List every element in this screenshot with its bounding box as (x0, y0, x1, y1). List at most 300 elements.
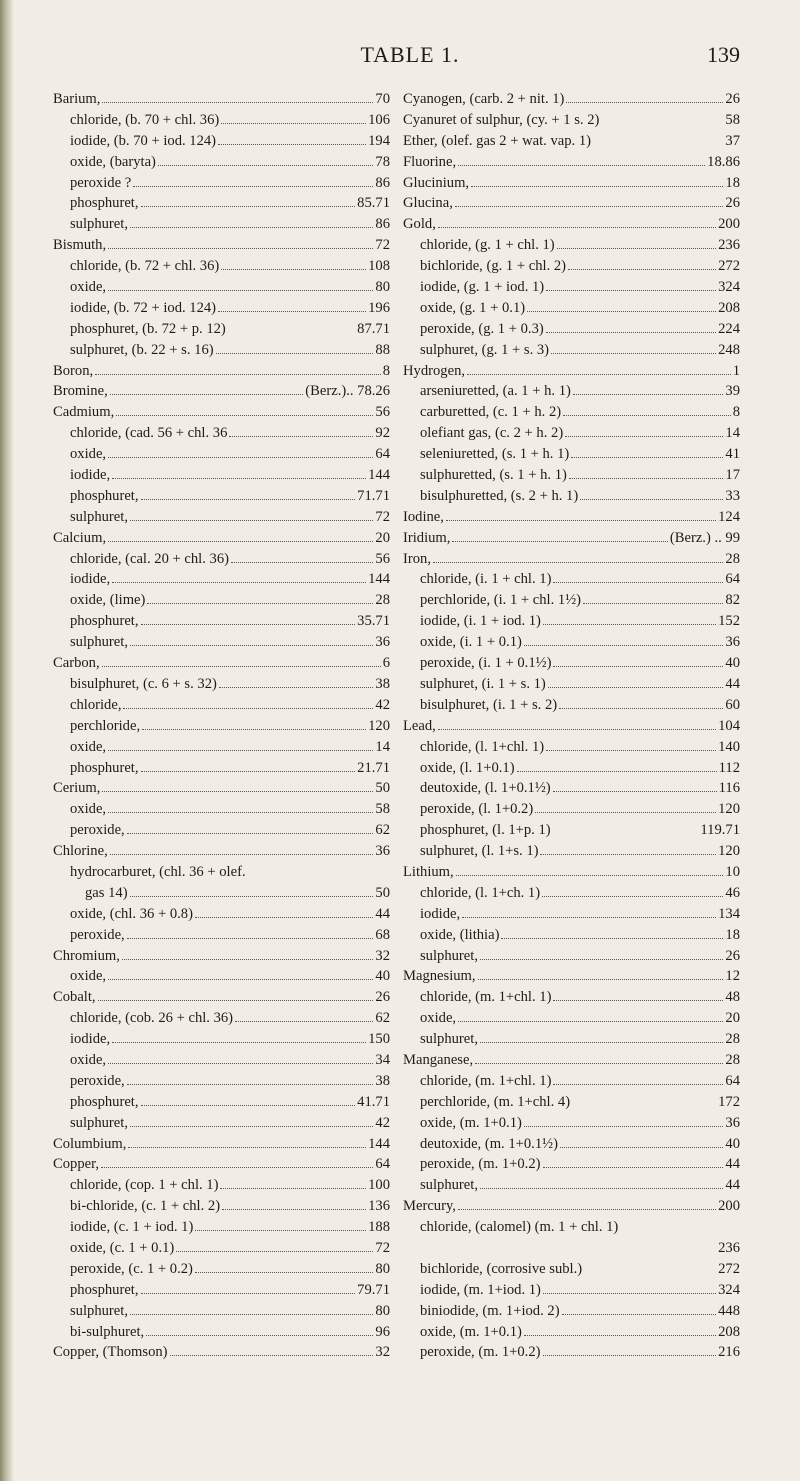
entry-value: 21.71 (357, 759, 390, 776)
table-entry (403, 737, 740, 758)
entry-label: phosphuret, (l. 1+p. 1) (420, 822, 551, 839)
entry-value: 28 (725, 1031, 740, 1048)
table-entry (53, 1029, 390, 1050)
dot-leader (216, 352, 374, 354)
entry-label: gas 14) (85, 884, 128, 901)
table-entry (403, 1092, 740, 1113)
table-entry (403, 298, 740, 319)
table-entry (53, 381, 390, 402)
table-entry (53, 925, 390, 946)
dot-leader (112, 581, 366, 583)
dot-leader (130, 895, 374, 897)
entry-value: 248 (718, 341, 740, 358)
table-entry (403, 528, 740, 549)
entry-value: 272 (718, 1260, 740, 1277)
entry-label: Iron, (403, 550, 431, 567)
dot-leader (130, 1313, 373, 1315)
entry-value: 124 (718, 508, 740, 525)
entry-value: 20 (375, 529, 390, 546)
entry-label: Magnesium, (403, 968, 476, 985)
entry-label: oxide, (70, 801, 107, 818)
entry-label: perchloride, (m. 1+chl. 4) (420, 1093, 571, 1110)
entry-label: sulphuret, (420, 1177, 478, 1194)
entry-label: oxide, (m. 1+0.1) (420, 1323, 522, 1340)
entry-label: Glucina, (403, 195, 453, 212)
dot-leader (524, 644, 724, 646)
entry-label: Iodine, (403, 508, 444, 525)
entry-value: 134 (718, 905, 740, 922)
dot-leader (566, 101, 723, 103)
dot-leader (222, 1208, 366, 1210)
entry-value: 96 (375, 1323, 390, 1340)
table-entry (403, 340, 740, 361)
table-entry (53, 1008, 390, 1029)
table-entry (403, 716, 740, 737)
entry-label: Cadmium, (53, 404, 115, 421)
dot-leader (98, 999, 374, 1001)
entry-label: iodide, (b. 70 + iod. 124) (70, 132, 217, 149)
entry-label: phosphuret, (70, 487, 139, 504)
entry-value: 188 (368, 1219, 390, 1236)
entry-label: sulphuret, (420, 1031, 478, 1048)
entry-value: 8 (732, 404, 740, 421)
entry-value: 172 (718, 1093, 740, 1110)
table-entry (53, 695, 390, 716)
dot-leader (557, 247, 716, 249)
entry-label: sulphuret, (70, 216, 128, 233)
dot-leader (141, 770, 356, 772)
entry-label: peroxide, (70, 1072, 125, 1089)
table-entry (403, 277, 740, 298)
table-entry (403, 862, 740, 883)
entry-value: 37 (725, 132, 740, 149)
dot-leader (102, 665, 381, 667)
dot-leader (195, 916, 373, 918)
entry-value: 64 (375, 1156, 390, 1173)
dot-leader (95, 373, 381, 375)
table-entry (403, 1071, 740, 1092)
entry-label: Chlorine, (53, 843, 108, 860)
dot-leader (127, 1083, 374, 1085)
table-entry (53, 444, 390, 465)
table-entry (403, 1238, 740, 1259)
dot-leader (221, 268, 366, 270)
dot-leader (553, 581, 723, 583)
entry-label: Cyanogen, (carb. 2 + nit. 1) (403, 91, 565, 107)
dot-leader (560, 1146, 723, 1148)
entry-label: chloride, (cob. 26 + chl. 36) (70, 1010, 234, 1027)
dot-leader (524, 1334, 716, 1336)
entry-label: iodide, (i. 1 + iod. 1) (420, 613, 541, 630)
table-entry (53, 820, 390, 841)
entry-value: 20 (725, 1010, 740, 1027)
entry-value: 40 (725, 655, 740, 672)
dot-leader (562, 1313, 717, 1315)
entry-value: 40 (725, 1135, 740, 1152)
entry-label: oxide, (i. 1 + 0.1) (420, 634, 522, 651)
entry-value: 35.71 (357, 613, 390, 630)
dot-leader (108, 540, 373, 542)
entry-label: peroxide, (l. 1+0.2) (420, 801, 534, 818)
entry-label: chloride, (l. 1+ch. 1) (420, 884, 541, 901)
entry-label: peroxide, (g. 1 + 0.3) (420, 320, 544, 337)
table-entry (403, 1342, 740, 1363)
dot-leader (543, 1166, 724, 1168)
dot-leader (571, 456, 723, 458)
entry-label: Chromium, (53, 947, 120, 964)
table-entry (403, 1322, 740, 1343)
dot-leader (146, 1334, 373, 1336)
dot-leader (141, 1292, 356, 1294)
entry-label: oxide, (lime) (70, 592, 146, 609)
table-entry (53, 1196, 390, 1217)
entry-label: phosphuret, (70, 759, 139, 776)
table-entry (53, 549, 390, 570)
entry-label: Columbium, (53, 1135, 127, 1152)
table-entry (403, 381, 740, 402)
entry-label: Lead, (403, 717, 436, 734)
entry-label: Mercury, (403, 1198, 456, 1215)
entry-label: Iridium, (403, 529, 451, 546)
dot-leader (546, 289, 716, 291)
entry-value: 33 (725, 487, 740, 504)
entry-value: 18 (725, 174, 740, 191)
dot-leader (501, 937, 723, 939)
entry-label: bisulphuret, (i. 1 + s. 2) (420, 696, 558, 713)
table-entry (53, 1322, 390, 1343)
entry-value: (Berz.).. 78.26 (305, 383, 390, 400)
entry-value: 324 (718, 1281, 740, 1298)
dot-leader (475, 1062, 723, 1064)
entry-value: 56 (375, 404, 390, 421)
entry-value: 140 (718, 738, 740, 755)
entry-value: 44 (725, 675, 740, 692)
entry-value: 41 (725, 446, 740, 463)
entry-value: 41.71 (357, 1093, 390, 1110)
table-entry (53, 340, 390, 361)
entry-value: 17 (725, 467, 740, 484)
dot-leader (456, 874, 724, 876)
dot-leader (563, 414, 731, 416)
table-entry (53, 883, 390, 904)
table-entry (53, 423, 390, 444)
entry-label: Copper, (53, 1156, 100, 1173)
entry-value: 26 (725, 195, 740, 212)
entry-value: 200 (718, 1198, 740, 1215)
table-entry (53, 1113, 390, 1134)
entry-value: 28 (725, 1051, 740, 1068)
dot-leader (108, 456, 373, 458)
dot-leader (543, 623, 716, 625)
entry-label: Lithium, (403, 863, 454, 880)
entry-label: chloride, (l. 1+chl. 1) (420, 738, 545, 755)
dot-leader (551, 352, 716, 354)
dot-leader (130, 1125, 373, 1127)
dot-leader (221, 122, 366, 124)
table-entry (403, 1217, 740, 1238)
entry-value: 38 (375, 675, 390, 692)
dot-leader (108, 289, 373, 291)
table-entry (403, 486, 740, 507)
table-entry (53, 277, 390, 298)
entry-value: 108 (368, 258, 390, 275)
table-entry (403, 152, 740, 173)
entry-label: Cyanuret of sulphur, (cy. + 1 s. 2) (403, 111, 600, 128)
right-column (403, 89, 740, 1363)
entry-label: peroxide, (70, 926, 125, 943)
table-entry (403, 1280, 740, 1301)
entry-value: 18 (725, 926, 740, 943)
entry-value: 85.71 (357, 195, 390, 212)
table-entry (403, 549, 740, 570)
entry-value: 72 (375, 237, 390, 254)
entry-value: 32 (375, 947, 390, 964)
left-column (53, 89, 390, 1363)
dot-leader (559, 707, 723, 709)
table-entry (53, 89, 390, 110)
dot-leader (176, 1250, 373, 1252)
entry-value: 136 (368, 1198, 390, 1215)
entry-label: oxide, (chl. 36 + 0.8) (70, 905, 193, 922)
table-entry (53, 402, 390, 423)
table-entry (53, 841, 390, 862)
entry-label: iodide, (c. 1 + iod. 1) (70, 1219, 194, 1236)
entry-value: 100 (368, 1177, 390, 1194)
entry-value: 1 (732, 362, 740, 379)
table-entry (53, 716, 390, 737)
entry-label: oxide, (70, 279, 107, 296)
entry-value: 116 (718, 780, 740, 797)
table-entry (53, 1342, 390, 1363)
dot-leader (573, 393, 724, 395)
entry-label: iodide, (b. 72 + iod. 124) (70, 299, 217, 316)
dot-leader (130, 226, 373, 228)
entry-value: 64 (725, 571, 740, 588)
table-entry (53, 611, 390, 632)
dot-leader (116, 414, 373, 416)
dot-leader (480, 1041, 723, 1043)
entry-value: 26 (725, 91, 740, 107)
dot-leader (110, 393, 304, 395)
dot-leader (235, 1020, 373, 1022)
entry-label: bichloride, (corrosive subl.) (420, 1260, 583, 1277)
entry-value: 12 (725, 968, 740, 985)
dot-leader (553, 665, 723, 667)
entry-label: Hydrogen, (403, 362, 466, 379)
dot-leader (112, 1041, 366, 1043)
entry-value: 236 (718, 1239, 740, 1256)
table-entry (403, 883, 740, 904)
table-entry (53, 152, 390, 173)
dot-leader (141, 1104, 356, 1106)
table-entry (53, 507, 390, 528)
entry-value: 38 (375, 1072, 390, 1089)
entry-label: peroxide, (70, 822, 125, 839)
entry-label: bisulphuretted, (s. 2 + h. 1) (420, 487, 579, 504)
dot-leader (553, 790, 717, 792)
table-entry (403, 1175, 740, 1196)
entry-value: 68 (375, 926, 390, 943)
table-entry (403, 632, 740, 653)
entry-value: 50 (375, 780, 390, 797)
dot-leader (580, 498, 723, 500)
dot-leader (553, 999, 723, 1001)
table-entry (53, 256, 390, 277)
table-entry (403, 653, 740, 674)
dot-leader (102, 101, 373, 103)
table-entry (53, 799, 390, 820)
entry-label: sulphuret, (i. 1 + s. 1) (420, 675, 546, 692)
dot-leader (517, 770, 717, 772)
table-entry (53, 173, 390, 194)
dot-leader (133, 185, 373, 187)
entry-label: oxide, (c. 1 + 0.1) (70, 1239, 175, 1256)
entry-label: perchloride, (70, 717, 141, 734)
dot-leader (471, 185, 723, 187)
entry-value: 32 (375, 1344, 390, 1361)
dot-leader (548, 686, 724, 688)
table-entry (53, 1301, 390, 1322)
entry-value: 80 (375, 1260, 390, 1277)
entry-label: oxide, (420, 1010, 457, 1027)
entry-label: peroxide ? (70, 174, 132, 191)
table-entry (403, 1196, 740, 1217)
dot-leader (141, 205, 356, 207)
entry-label: Manganese, (403, 1051, 474, 1068)
table-entry (403, 1050, 740, 1071)
entry-value: 14 (725, 425, 740, 442)
table-entry (53, 1238, 390, 1259)
entry-label: sulphuret, (g. 1 + s. 3) (420, 341, 550, 358)
entry-value: 87.71 (357, 320, 390, 337)
dot-leader (480, 1187, 723, 1189)
table-entry (403, 695, 740, 716)
table-entry (403, 674, 740, 695)
entry-value: 82 (725, 592, 740, 609)
dot-leader (458, 164, 705, 166)
dot-leader (568, 268, 716, 270)
table-entry (403, 569, 740, 590)
entry-label: sulphuret, (l. 1+s. 1) (420, 843, 539, 860)
table-entry (403, 778, 740, 799)
page-header (60, 42, 760, 72)
entry-label: deutoxide, (l. 1+0.1½) (420, 780, 551, 797)
entry-value: 80 (375, 279, 390, 296)
dot-leader (218, 143, 366, 145)
entry-value: 50 (375, 884, 390, 901)
entry-value: 10 (725, 863, 740, 880)
table-entry (403, 987, 740, 1008)
entry-value: 44 (375, 905, 390, 922)
dot-leader (102, 790, 373, 792)
table-entry (403, 925, 740, 946)
entry-value: 112 (718, 759, 740, 776)
entry-label: oxide, (baryta) (70, 153, 156, 170)
table-entry (403, 402, 740, 423)
entry-value: 72 (375, 508, 390, 525)
entry-label: bi-sulphuret, (70, 1323, 145, 1340)
entry-label: Carbon, (53, 655, 100, 672)
table-entry (53, 298, 390, 319)
entry-label: chloride, (cad. 56 + chl. 36 (70, 425, 228, 442)
table-entry (403, 131, 740, 152)
entry-label: Cerium, (53, 780, 101, 797)
dot-leader (112, 477, 366, 479)
table-entry (53, 946, 390, 967)
dot-leader (108, 749, 373, 751)
dot-leader (130, 519, 373, 521)
dot-leader (565, 435, 723, 437)
entry-value: 120 (718, 801, 740, 818)
dot-leader (543, 1354, 717, 1356)
table-entry (403, 214, 740, 235)
entry-value: 119.71 (700, 822, 740, 839)
table-entry (403, 611, 740, 632)
entry-label: Calcium, (53, 529, 107, 546)
table-entry (53, 569, 390, 590)
dot-leader (478, 978, 724, 980)
entry-value: 26 (725, 947, 740, 964)
entry-label: olefiant gas, (c. 2 + h. 2) (420, 425, 564, 442)
entry-value: 79.71 (357, 1281, 390, 1298)
entry-value: 36 (375, 843, 390, 860)
table-entry (403, 966, 740, 987)
dot-leader (455, 205, 724, 207)
entry-label: Bismuth, (53, 237, 107, 254)
entry-label: peroxide, (i. 1 + 0.1½) (420, 655, 552, 672)
dot-leader (524, 1125, 724, 1127)
entry-label: oxide, (70, 968, 107, 985)
table-entry (403, 1301, 740, 1322)
table-entry (53, 590, 390, 611)
entry-label: oxide, (70, 738, 107, 755)
dot-leader (542, 895, 723, 897)
table-entry (53, 778, 390, 799)
entry-label: Glucinium, (403, 174, 470, 191)
entry-label: iodide, (70, 571, 111, 588)
table-entry (403, 1008, 740, 1029)
table-entry (53, 1217, 390, 1238)
table-entry (403, 193, 740, 214)
entry-value: 64 (725, 1072, 740, 1089)
entry-label: Copper, (Thomson) (53, 1344, 168, 1361)
dot-leader (128, 1146, 366, 1148)
table-entry (403, 110, 740, 131)
entry-value: 26 (375, 989, 390, 1006)
entry-value: 62 (375, 822, 390, 839)
dot-leader (195, 1229, 366, 1231)
entry-value: 448 (718, 1302, 740, 1319)
entry-value: 28 (375, 592, 390, 609)
entry-label: oxide, (70, 1051, 107, 1068)
entry-label: phosphuret, (70, 195, 139, 212)
entry-value: 44 (725, 1156, 740, 1173)
entry-label: iodide, (420, 905, 461, 922)
entry-label: iodide, (m. 1+iod. 1) (420, 1281, 541, 1298)
table-entry (403, 444, 740, 465)
table-entry (53, 674, 390, 695)
dot-leader (458, 1020, 723, 1022)
dot-leader (147, 602, 373, 604)
dot-leader (467, 373, 731, 375)
entry-value: 144 (368, 467, 390, 484)
dot-leader (553, 1083, 723, 1085)
entry-label: peroxide, (m. 1+0.2) (420, 1156, 541, 1173)
entry-value: 236 (718, 237, 740, 254)
dot-leader (219, 686, 374, 688)
table-entry (403, 841, 740, 862)
dot-leader (108, 811, 373, 813)
